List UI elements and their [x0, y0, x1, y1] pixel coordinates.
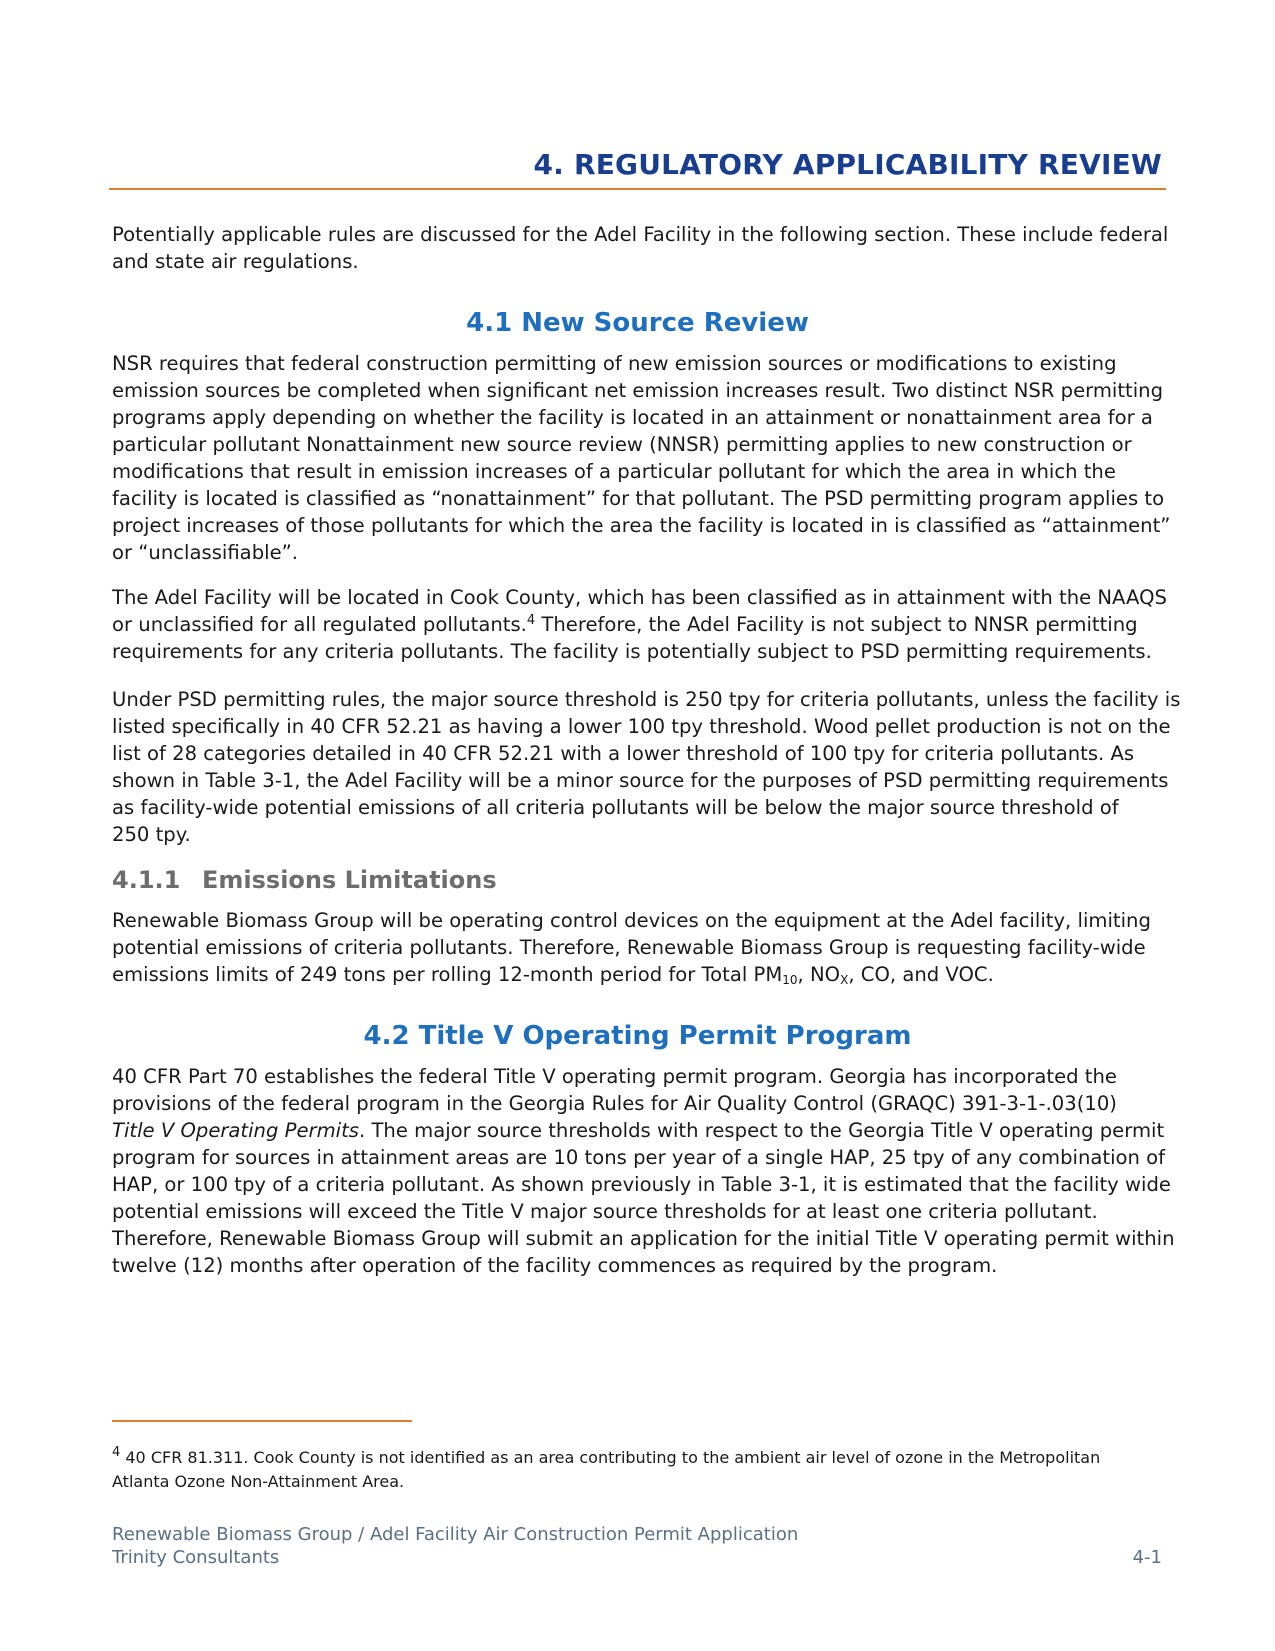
page-number: 4-1: [1132, 1547, 1162, 1568]
text-line: project increases of those pollutants for which the area the facility is located in is classified as “attainment”: [112, 514, 1171, 537]
text-line: list of 28 categories detailed in 40 CFR 52.21 with a lower threshold of 100 tpy for criteria pollutants. As: [112, 742, 1135, 765]
text-line: twelve (12) months after operation of the facility commences as required by the program.: [112, 1254, 998, 1277]
text-line: [112, 1117, 1172, 1144]
footnote-reference[interactable]: 4: [526, 613, 536, 628]
text-line: program for sources in attainment areas are 10 tons per year of a single HAP, 25 tpy of any combination of: [112, 1146, 1166, 1169]
italic-title: Title V Operating Permits: [112, 1119, 359, 1142]
text-fragment: . The major source thresholds with respect to the Georgia Title V operating permit: [359, 1119, 1165, 1142]
title-v-paragraph: [112, 1063, 1175, 1279]
footer-document-title: Renewable Biomass Group / Adel Facility Air Construction Permit Application: [112, 1524, 799, 1545]
text-line: requirements for any criteria pollutants. The facility is potentially subject to PSD permitting requirements.: [112, 640, 1152, 663]
text-line: Under PSD permitting rules, the major source threshold is 250 tpy for criteria pollutants, unless the facility is: [112, 688, 1181, 711]
text-line: modifications that result in emission increases of a particular pollutant for which the area in which the: [112, 460, 1116, 483]
section-4-2-heading: 4.2 Title V Operating Permit Program: [363, 1021, 912, 1051]
nsr-paragraph-3: [112, 686, 1181, 848]
text-line: particular pollutant Nonattainment new source review (NNSR) permitting applies to new construction or: [112, 433, 1132, 456]
text-fragment: , CO, and VOC.: [848, 963, 994, 986]
text-line: [112, 611, 1172, 638]
emissions-limitations-paragraph: [112, 907, 1172, 988]
footnote-line: Atlanta Ozone Non-Attainment Area.: [112, 1472, 405, 1491]
text-line: The Adel Facility will be located in Cook County, which has been classified as in attainment with the NAAQS: [112, 586, 1167, 609]
text-line: emission sources be completed when significant net emission increases result. Two distinct NSR permitting: [112, 379, 1164, 402]
text-line: potential emissions of criteria pollutants. Therefore, Renewable Biomass Group is requesting facility-wide: [112, 936, 1146, 959]
text-line: listed specifically in 40 CFR 52.21 as having a lower 100 tpy threshold. Wood pellet production is not on the: [112, 715, 1171, 738]
text-line: 250 tpy.: [112, 823, 191, 846]
text-line: as facility-wide potential emissions of all criteria pollutants will be below the major source threshold of: [112, 796, 1119, 819]
text-line: HAP, or 100 tpy of a criteria pollutant. As shown previously in Table 3-1, it is estimated that the facility wide: [112, 1173, 1171, 1196]
footer-company: Trinity Consultants: [112, 1547, 280, 1568]
section-title: Emissions Limitations: [202, 866, 497, 894]
intro-paragraph: [112, 221, 1172, 275]
text-line: Therefore, Renewable Biomass Group will submit an application for the initial Title V operating permit within: [112, 1227, 1175, 1250]
footnote: [112, 1446, 1172, 1494]
chapter-title: 4. REGULATORY APPLICABILITY REVIEW: [533, 148, 1162, 181]
text-line: [112, 961, 1172, 988]
subscript: X: [840, 973, 849, 987]
text-line: programs apply depending on whether the facility is located in an attainment or nonattainment area for a: [112, 406, 1153, 429]
text-line: provisions of the federal program in the Georgia Rules for Air Quality Control (GRAQC) 391-3-1-.03(10): [112, 1092, 1117, 1115]
nsr-paragraph-2: [112, 584, 1172, 665]
footnote-marker: 4: [112, 1445, 121, 1460]
section-4-1-1-heading: [112, 866, 497, 894]
text-fragment: , NO: [797, 963, 841, 986]
title-divider: [109, 188, 1166, 190]
text-fragment: or unclassified for all regulated pollutants.: [112, 613, 527, 636]
text-line: shown in Table 3-1, the Adel Facility will be a minor source for the purposes of PSD permitting requirements: [112, 769, 1169, 792]
intro-line: Potentially applicable rules are discussed for the Adel Facility in the following section. These include federal: [112, 223, 1169, 246]
section-number: 4.1.1: [112, 866, 181, 894]
text-line: or “unclassifiable”.: [112, 541, 299, 564]
section-4-1-heading: 4.1 New Source Review: [466, 308, 809, 338]
text-line: Renewable Biomass Group will be operating control devices on the equipment at the Adel facility, limiting: [112, 909, 1151, 932]
text-fragment: emissions limits of 249 tons per rolling 12-month period for Total PM: [112, 963, 783, 986]
text-line: NSR requires that federal construction permitting of new emission sources or modifications to existing: [112, 352, 1117, 375]
footnote-line: [112, 1446, 1172, 1470]
text-line: potential emissions will exceed the Title V major source thresholds for at least one criteria pollutant.: [112, 1200, 1098, 1223]
nsr-paragraph-1: [112, 350, 1172, 566]
text-line: 40 CFR Part 70 establishes the federal Title V operating permit program. Georgia has incorporated the: [112, 1065, 1117, 1088]
footnote-text: 40 CFR 81.311. Cook County is not identified as an area contributing to the ambient air level of ozone in the Metropolitan: [120, 1448, 1101, 1467]
text-fragment: Therefore, the Adel Facility is not subject to NNSR permitting: [535, 613, 1138, 636]
intro-line: and state air regulations.: [112, 250, 359, 273]
footnote-divider: [112, 1420, 412, 1422]
subscript: 10: [782, 973, 798, 987]
text-line: facility is located is classified as “nonattainment” for that pollutant. The PSD permitting program applies to: [112, 487, 1165, 510]
